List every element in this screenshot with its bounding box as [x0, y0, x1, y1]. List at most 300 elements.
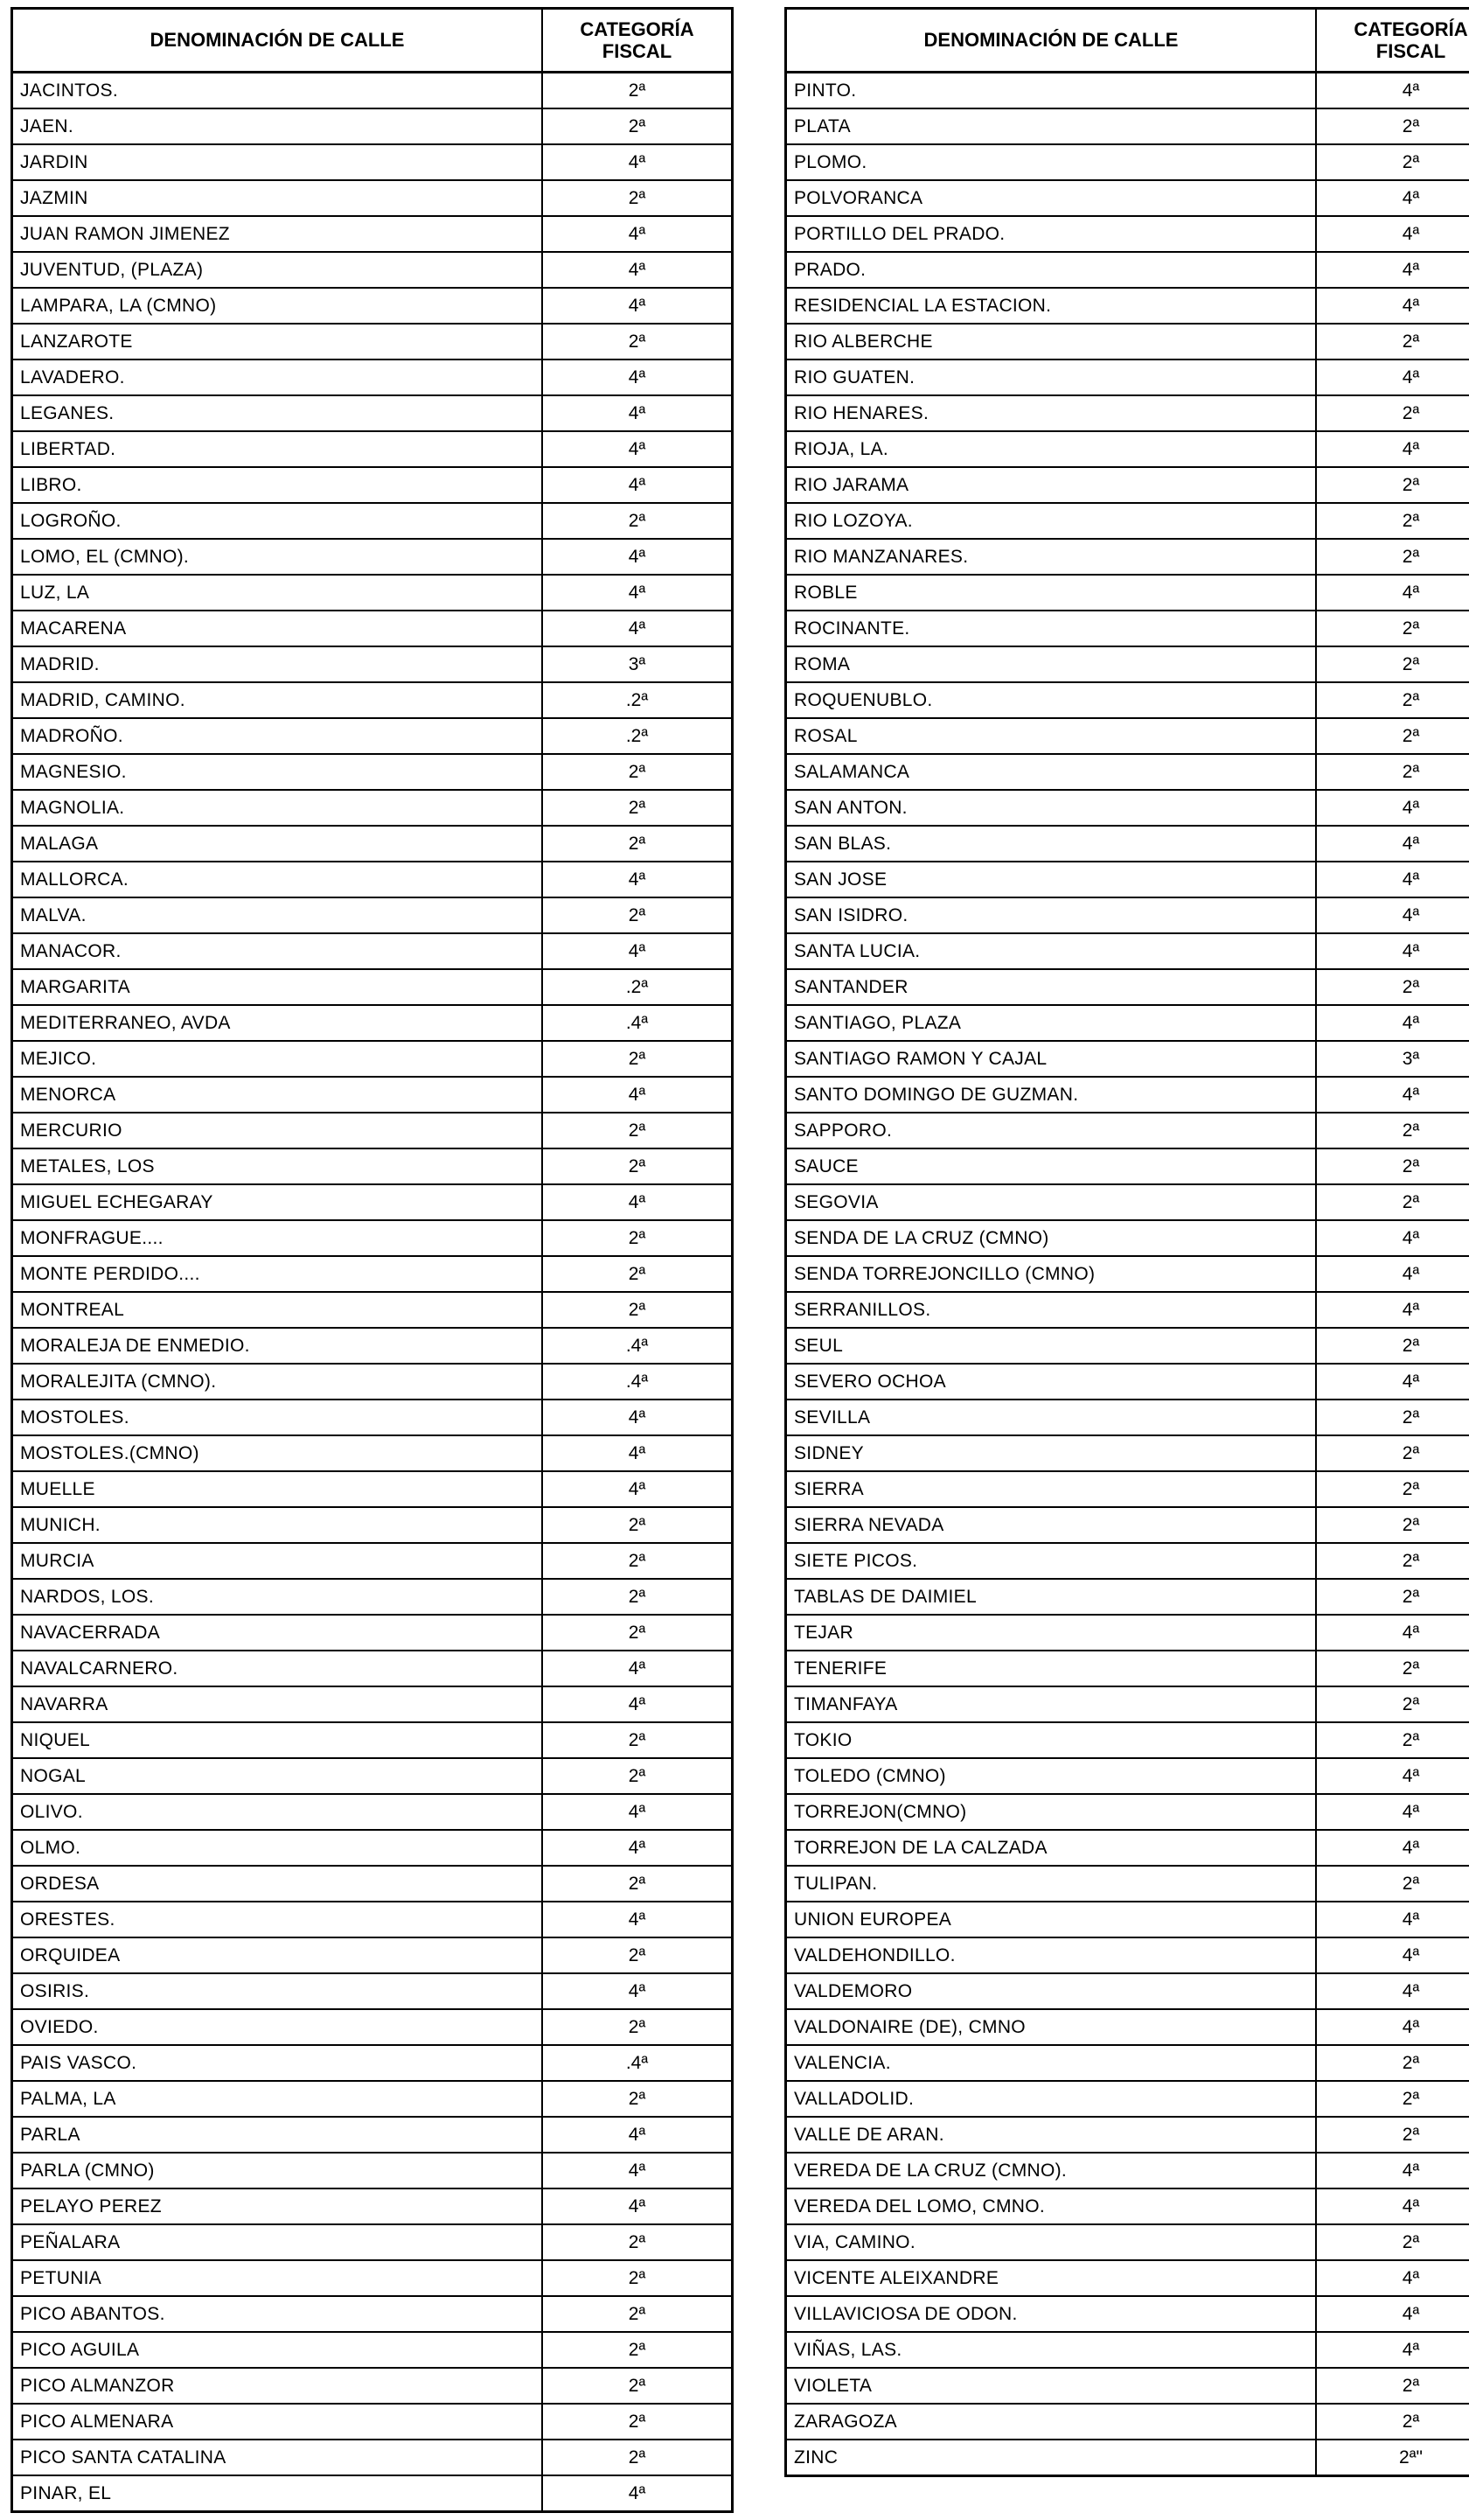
fiscal-category-cell: 2ª: [1316, 395, 1469, 431]
street-name-cell: SIDNEY: [786, 1435, 1317, 1471]
street-name-cell: NAVALCARNERO.: [12, 1651, 543, 1686]
fiscal-category-cell: 4ª: [542, 467, 733, 503]
street-name-cell: LEGANES.: [12, 395, 543, 431]
street-name-cell: VALDEMORO: [786, 1973, 1317, 2009]
fiscal-category-cell: 4ª: [542, 360, 733, 395]
street-name-cell: SAPPORO.: [786, 1113, 1317, 1148]
table-row: [12, 754, 733, 790]
street-name-cell: VALDONAIRE (DE), CMNO: [786, 2009, 1317, 2045]
fiscal-category-cell: 2ª: [542, 2009, 733, 2045]
fiscal-category-cell: 2ª: [1316, 324, 1469, 360]
street-name-cell: MORALEJITA (CMNO).: [12, 1364, 543, 1400]
table-row: [12, 1220, 733, 1256]
table-body-right: [786, 73, 1469, 2476]
fiscal-category-cell: 4ª: [542, 1400, 733, 1435]
table-row: [12, 646, 733, 682]
table-row: [12, 1435, 733, 1471]
street-name-cell: PLOMO.: [786, 144, 1317, 180]
table-row: [786, 73, 1469, 109]
street-name-cell: PLATA: [786, 108, 1317, 144]
street-name-cell: TENERIFE: [786, 1651, 1317, 1686]
fiscal-category-cell: 2ª: [542, 1148, 733, 1184]
fiscal-category-cell: 2ª: [1316, 969, 1469, 1005]
street-name-cell: NAVARRA: [12, 1686, 543, 1722]
table-row: [12, 324, 733, 360]
fiscal-category-cell: 2ª: [1316, 754, 1469, 790]
street-name-cell: SANTIAGO RAMON Y CAJAL: [786, 1041, 1317, 1077]
table-row: [786, 575, 1469, 611]
fiscal-category-cell: 2ª: [542, 1041, 733, 1077]
street-name-cell: OLMO.: [12, 1830, 543, 1866]
street-name-cell: NAVACERRADA: [12, 1615, 543, 1651]
table-row: [12, 1292, 733, 1328]
fiscal-category-cell: 2ª: [542, 2440, 733, 2475]
table-row: [786, 1077, 1469, 1113]
table-row: [786, 539, 1469, 575]
street-table-right: [784, 7, 1469, 2477]
fiscal-category-cell: 4ª: [1316, 826, 1469, 862]
table-row: [12, 1902, 733, 1937]
fiscal-category-cell: 2ª: [542, 826, 733, 862]
fiscal-category-cell: 4ª: [542, 2117, 733, 2153]
street-name-cell: OVIEDO.: [12, 2009, 543, 2045]
header-row: [12, 9, 733, 73]
street-name-cell: VILLAVICIOSA DE ODON.: [786, 2296, 1317, 2332]
fiscal-category-cell: 2ª: [1316, 2117, 1469, 2153]
street-name-cell: NOGAL: [12, 1758, 543, 1794]
street-name-cell: VIÑAS, LAS.: [786, 2332, 1317, 2368]
table-row: [12, 1722, 733, 1758]
table-row: [12, 1005, 733, 1041]
fiscal-category-cell: 2ª: [1316, 144, 1469, 180]
fiscal-category-cell: 4ª: [542, 575, 733, 611]
fiscal-category-cell: 2ª: [542, 1579, 733, 1615]
street-name-cell: SERRANILLOS.: [786, 1292, 1317, 1328]
street-name-cell: JUVENTUD, (PLAZA): [12, 252, 543, 288]
street-name-cell: SANTA LUCIA.: [786, 933, 1317, 969]
street-name-cell: PICO SANTA CATALINA: [12, 2440, 543, 2475]
fiscal-category-cell: .4ª: [542, 1364, 733, 1400]
fiscal-category-cell: 4ª: [1316, 575, 1469, 611]
street-name-cell: PAIS VASCO.: [12, 2045, 543, 2081]
table-row: [12, 73, 733, 109]
street-name-cell: SANTIAGO, PLAZA: [786, 1005, 1317, 1041]
table-row: [786, 754, 1469, 790]
fiscal-category-cell: 4ª: [1316, 1937, 1469, 1973]
table-row: [12, 2296, 733, 2332]
table-row: [12, 1651, 733, 1686]
table-row: [12, 431, 733, 467]
table-row: [786, 360, 1469, 395]
table-row: [12, 2009, 733, 2045]
street-name-cell: VALENCIA.: [786, 2045, 1317, 2081]
street-name-cell: VALLADOLID.: [786, 2081, 1317, 2117]
street-name-cell: SIERRA NEVADA: [786, 1507, 1317, 1543]
street-name-cell: SIERRA: [786, 1471, 1317, 1507]
street-name-cell: MALVA.: [12, 897, 543, 933]
table-row: [12, 1471, 733, 1507]
fiscal-category-cell: 2ª: [542, 180, 733, 216]
table-row: [786, 503, 1469, 539]
fiscal-category-cell: 2ª: [1316, 1507, 1469, 1543]
table-row: [786, 1400, 1469, 1435]
street-name-cell: RIO ALBERCHE: [786, 324, 1317, 360]
header-row: [786, 9, 1469, 73]
column-header-category: CATEGORÍA FISCAL: [1316, 9, 1469, 73]
fiscal-category-cell: 2ª: [542, 2081, 733, 2117]
table-row: [12, 1184, 733, 1220]
street-name-cell: MOSTOLES.(CMNO): [12, 1435, 543, 1471]
street-name-cell: MAGNESIO.: [12, 754, 543, 790]
fiscal-category-cell: 2ª: [542, 108, 733, 144]
street-name-cell: SENDA DE LA CRUZ (CMNO): [786, 1220, 1317, 1256]
street-name-cell: SAN JOSE: [786, 862, 1317, 897]
table-body-left: [12, 73, 733, 2512]
table-row: [12, 1937, 733, 1973]
fiscal-category-cell: 4ª: [542, 1902, 733, 1937]
street-name-cell: RIO MANZANARES.: [786, 539, 1317, 575]
street-name-cell: VALLE DE ARAN.: [786, 2117, 1317, 2153]
table-row: [786, 1292, 1469, 1328]
fiscal-category-cell: 4ª: [542, 611, 733, 646]
street-name-cell: TORREJON DE LA CALZADA: [786, 1830, 1317, 1866]
fiscal-category-cell: 2ª: [542, 790, 733, 826]
street-name-cell: SAN BLAS.: [786, 826, 1317, 862]
street-name-cell: MENORCA: [12, 1077, 543, 1113]
table-row: [12, 1686, 733, 1722]
street-name-cell: PICO ALMENARA: [12, 2404, 543, 2440]
fiscal-category-cell: 4ª: [1316, 1615, 1469, 1651]
table-row: [786, 1758, 1469, 1794]
fiscal-category-cell: 4ª: [542, 288, 733, 324]
street-name-cell: LANZAROTE: [12, 324, 543, 360]
street-name-cell: PEÑALARA: [12, 2224, 543, 2260]
street-name-cell: ROBLE: [786, 575, 1317, 611]
fiscal-category-cell: 2ª: [1316, 1579, 1469, 1615]
table-row: [12, 969, 733, 1005]
fiscal-category-cell: 4ª: [1316, 1794, 1469, 1830]
street-name-cell: LUZ, LA: [12, 575, 543, 611]
street-name-cell: ORESTES.: [12, 1902, 543, 1937]
street-name-cell: PORTILLO DEL PRADO.: [786, 216, 1317, 252]
table-row: [12, 2045, 733, 2081]
table-row: [786, 1722, 1469, 1758]
fiscal-category-cell: 4ª: [1316, 1220, 1469, 1256]
fiscal-category-cell: 2ª: [1316, 646, 1469, 682]
street-name-cell: RIO LOZOYA.: [786, 503, 1317, 539]
table-row: [12, 826, 733, 862]
table-row: [12, 1077, 733, 1113]
street-name-cell: MONTE PERDIDO....: [12, 1256, 543, 1292]
street-name-cell: TORREJON(CMNO): [786, 1794, 1317, 1830]
fiscal-category-cell: 4ª: [1316, 2260, 1469, 2296]
table-row: [786, 682, 1469, 718]
table-row: [786, 2153, 1469, 2188]
table-row: [786, 1256, 1469, 1292]
fiscal-category-cell: 4ª: [542, 1794, 733, 1830]
table-row: [786, 1937, 1469, 1973]
street-name-cell: PARLA: [12, 2117, 543, 2153]
fiscal-category-cell: 2ª: [1316, 1435, 1469, 1471]
table-row: [786, 1973, 1469, 2009]
street-name-cell: TIMANFAYA: [786, 1686, 1317, 1722]
fiscal-category-cell: 2ª: [1316, 682, 1469, 718]
table-row: [786, 1651, 1469, 1686]
fiscal-category-cell: 2ª: [1316, 1651, 1469, 1686]
street-name-cell: MIGUEL ECHEGARAY: [12, 1184, 543, 1220]
table-row: [786, 862, 1469, 897]
table-row: [786, 1866, 1469, 1902]
street-name-cell: VALDEHONDILLO.: [786, 1937, 1317, 1973]
fiscal-category-cell: 2ª: [1316, 467, 1469, 503]
fiscal-category-cell: 4ª: [1316, 1830, 1469, 1866]
table-row: [786, 1471, 1469, 1507]
street-name-cell: JAZMIN: [12, 180, 543, 216]
table-row: [12, 790, 733, 826]
street-name-cell: POLVORANCA: [786, 180, 1317, 216]
fiscal-category-cell: 2ª: [542, 1866, 733, 1902]
fiscal-category-cell: 2ª: [1316, 2224, 1469, 2260]
street-name-cell: PICO ALMANZOR: [12, 2368, 543, 2404]
street-name-cell: RIO HENARES.: [786, 395, 1317, 431]
street-name-cell: VIA, CAMINO.: [786, 2224, 1317, 2260]
fiscal-category-cell: 4ª: [542, 2188, 733, 2224]
street-name-cell: SENDA TORREJONCILLO (CMNO): [786, 1256, 1317, 1292]
street-name-cell: UNION EUROPEA: [786, 1902, 1317, 1937]
column-header-street: DENOMINACIÓN DE CALLE: [12, 9, 543, 73]
fiscal-category-cell: 2ª: [1316, 1686, 1469, 1722]
fiscal-category-cell: 2ª: [542, 503, 733, 539]
street-name-cell: MANACOR.: [12, 933, 543, 969]
table-row: [786, 467, 1469, 503]
table-row: [786, 1328, 1469, 1364]
table-row: [786, 2117, 1469, 2153]
street-name-cell: MADRID.: [12, 646, 543, 682]
street-name-cell: ORQUIDEA: [12, 1937, 543, 1973]
street-name-cell: ORDESA: [12, 1866, 543, 1902]
table-row: [12, 611, 733, 646]
fiscal-category-cell: 4ª: [1316, 1902, 1469, 1937]
street-name-cell: SEGOVIA: [786, 1184, 1317, 1220]
table-row: [786, 969, 1469, 1005]
street-name-cell: RESIDENCIAL LA ESTACION.: [786, 288, 1317, 324]
fiscal-category-cell: 3ª: [542, 646, 733, 682]
street-name-cell: SEUL: [786, 1328, 1317, 1364]
fiscal-category-cell: 4ª: [542, 1077, 733, 1113]
street-name-cell: TABLAS DE DAIMIEL: [786, 1579, 1317, 1615]
fiscal-category-cell: 4ª: [542, 1435, 733, 1471]
table-row: [786, 826, 1469, 862]
table-row: [12, 1543, 733, 1579]
table-row: [12, 2081, 733, 2117]
street-name-cell: VIOLETA: [786, 2368, 1317, 2404]
fiscal-category-cell: .4ª: [542, 1005, 733, 1041]
table-row: [786, 1794, 1469, 1830]
fiscal-category-cell: 2ª: [542, 2224, 733, 2260]
table-row: [786, 1830, 1469, 1866]
street-name-cell: PINTO.: [786, 73, 1317, 109]
street-name-cell: MALAGA: [12, 826, 543, 862]
table-row: [786, 252, 1469, 288]
street-name-cell: SANTO DOMINGO DE GUZMAN.: [786, 1077, 1317, 1113]
street-name-cell: SIETE PICOS.: [786, 1543, 1317, 1579]
fiscal-category-cell: 2ª: [1316, 1543, 1469, 1579]
fiscal-category-cell: 4ª: [542, 933, 733, 969]
fiscal-category-cell: 2ª: [542, 1615, 733, 1651]
fiscal-category-cell: 4ª: [542, 539, 733, 575]
street-name-cell: SALAMANCA: [786, 754, 1317, 790]
street-name-cell: MONTREAL: [12, 1292, 543, 1328]
table-row: [12, 108, 733, 144]
street-name-cell: OSIRIS.: [12, 1973, 543, 2009]
fiscal-category-cell: 4ª: [542, 1686, 733, 1722]
street-table-left: [10, 7, 734, 2513]
street-name-cell: PRADO.: [786, 252, 1317, 288]
table-row: [12, 575, 733, 611]
street-name-cell: TOLEDO (CMNO): [786, 1758, 1317, 1794]
fiscal-category-cell: 4ª: [1316, 180, 1469, 216]
table-row: [12, 1973, 733, 2009]
table-row: [12, 862, 733, 897]
table-row: [786, 2009, 1469, 2045]
street-name-cell: ZINC: [786, 2440, 1317, 2476]
street-name-cell: RIO GUATEN.: [786, 360, 1317, 395]
street-name-cell: MUELLE: [12, 1471, 543, 1507]
fiscal-category-cell: .2ª: [542, 969, 733, 1005]
fiscal-category-cell: 4ª: [542, 1973, 733, 2009]
table-row: [12, 682, 733, 718]
table-row: [12, 2368, 733, 2404]
fiscal-category-cell: 2ª: [1316, 108, 1469, 144]
table-row: [786, 933, 1469, 969]
fiscal-category-cell: 4ª: [1316, 2188, 1469, 2224]
street-name-cell: MADROÑO.: [12, 718, 543, 754]
fiscal-category-cell: 2ª: [542, 1758, 733, 1794]
table-row: [786, 2368, 1469, 2404]
street-name-cell: ROQUENUBLO.: [786, 682, 1317, 718]
fiscal-category-cell: 2ª: [542, 1220, 733, 1256]
fiscal-category-cell: 2ª: [1316, 718, 1469, 754]
street-name-cell: VEREDA DEL LOMO, CMNO.: [786, 2188, 1317, 2224]
table-row: [12, 2224, 733, 2260]
table-row: [12, 1866, 733, 1902]
street-name-cell: SAN ISIDRO.: [786, 897, 1317, 933]
street-name-cell: PELAYO PEREZ: [12, 2188, 543, 2224]
fiscal-category-cell: 4ª: [1316, 790, 1469, 826]
street-name-cell: MEJICO.: [12, 1041, 543, 1077]
fiscal-category-cell: 2ª: [1316, 539, 1469, 575]
street-name-cell: JARDIN: [12, 144, 543, 180]
street-name-cell: MONFRAGUE....: [12, 1220, 543, 1256]
table-row: [12, 2404, 733, 2440]
street-name-cell: NARDOS, LOS.: [12, 1579, 543, 1615]
table-row: [12, 288, 733, 324]
table-row: [12, 180, 733, 216]
table-row: [12, 2332, 733, 2368]
table-header: [786, 9, 1469, 73]
table-row: [12, 718, 733, 754]
street-name-cell: VICENTE ALEIXANDRE: [786, 2260, 1317, 2296]
fiscal-category-cell: 2ª: [1316, 2081, 1469, 2117]
table-row: [786, 1005, 1469, 1041]
table-row: [786, 395, 1469, 431]
table-row: [12, 144, 733, 180]
street-name-cell: JUAN RAMON JIMENEZ: [12, 216, 543, 252]
street-name-cell: ZARAGOZA: [786, 2404, 1317, 2440]
fiscal-category-cell: 2ª: [1316, 1184, 1469, 1220]
fiscal-category-cell: 4ª: [542, 1651, 733, 1686]
fiscal-category-cell: 4ª: [542, 2475, 733, 2512]
fiscal-category-cell: .4ª: [542, 2045, 733, 2081]
street-name-cell: PICO AGUILA: [12, 2332, 543, 2368]
table-row: [12, 1830, 733, 1866]
table-row: [786, 2404, 1469, 2440]
street-name-cell: JAEN.: [12, 108, 543, 144]
fiscal-category-cell: 2ª: [1316, 1148, 1469, 1184]
table-row: [786, 1220, 1469, 1256]
street-name-cell: LOMO, EL (CMNO).: [12, 539, 543, 575]
street-name-cell: ROCINANTE.: [786, 611, 1317, 646]
fiscal-category-cell: 2ª: [1316, 1113, 1469, 1148]
table-row: [12, 2440, 733, 2475]
table-row: [786, 1435, 1469, 1471]
street-name-cell: MERCURIO: [12, 1113, 543, 1148]
table-row: [786, 431, 1469, 467]
street-name-cell: PINAR, EL: [12, 2475, 543, 2512]
fiscal-category-cell: 4ª: [542, 431, 733, 467]
street-name-cell: ROSAL: [786, 718, 1317, 754]
street-name-cell: MALLORCA.: [12, 862, 543, 897]
table-row: [786, 108, 1469, 144]
street-name-cell: MORALEJA DE ENMEDIO.: [12, 1328, 543, 1364]
table-row: [12, 933, 733, 969]
fiscal-category-cell: 4ª: [542, 216, 733, 252]
fiscal-category-cell: 4ª: [1316, 2332, 1469, 2368]
street-name-cell: SAUCE: [786, 1148, 1317, 1184]
table-row: [786, 1507, 1469, 1543]
fiscal-category-cell: 4ª: [1316, 1077, 1469, 1113]
table-row: [786, 1902, 1469, 1937]
fiscal-category-cell: 4ª: [542, 1830, 733, 1866]
fiscal-category-cell: 4ª: [1316, 2153, 1469, 2188]
table-row: [786, 2332, 1469, 2368]
table-row: [12, 1148, 733, 1184]
fiscal-category-cell: .2ª: [542, 682, 733, 718]
table-row: [786, 2081, 1469, 2117]
fiscal-category-cell: 2ª: [542, 1722, 733, 1758]
street-name-cell: TOKIO: [786, 1722, 1317, 1758]
fiscal-category-cell: 2ª: [1316, 1400, 1469, 1435]
fiscal-category-cell: 2ª: [1316, 1471, 1469, 1507]
street-name-cell: LIBERTAD.: [12, 431, 543, 467]
street-name-cell: MADRID, CAMINO.: [12, 682, 543, 718]
fiscal-category-cell: 2ª: [542, 1113, 733, 1148]
table-row: [12, 1113, 733, 1148]
table-row: [786, 1579, 1469, 1615]
fiscal-category-cell: .2ª: [542, 718, 733, 754]
column-header-category: CATEGORÍA FISCAL: [542, 9, 733, 73]
table-row: [786, 611, 1469, 646]
table-row: [12, 360, 733, 395]
street-name-cell: METALES, LOS: [12, 1148, 543, 1184]
table-row: [12, 252, 733, 288]
fiscal-category-cell: 4ª: [1316, 862, 1469, 897]
table-row: [786, 1041, 1469, 1077]
table-row: [12, 2153, 733, 2188]
table-row: [786, 790, 1469, 826]
fiscal-category-cell: 2ª: [542, 324, 733, 360]
fiscal-category-cell: 2ª: [1316, 1722, 1469, 1758]
